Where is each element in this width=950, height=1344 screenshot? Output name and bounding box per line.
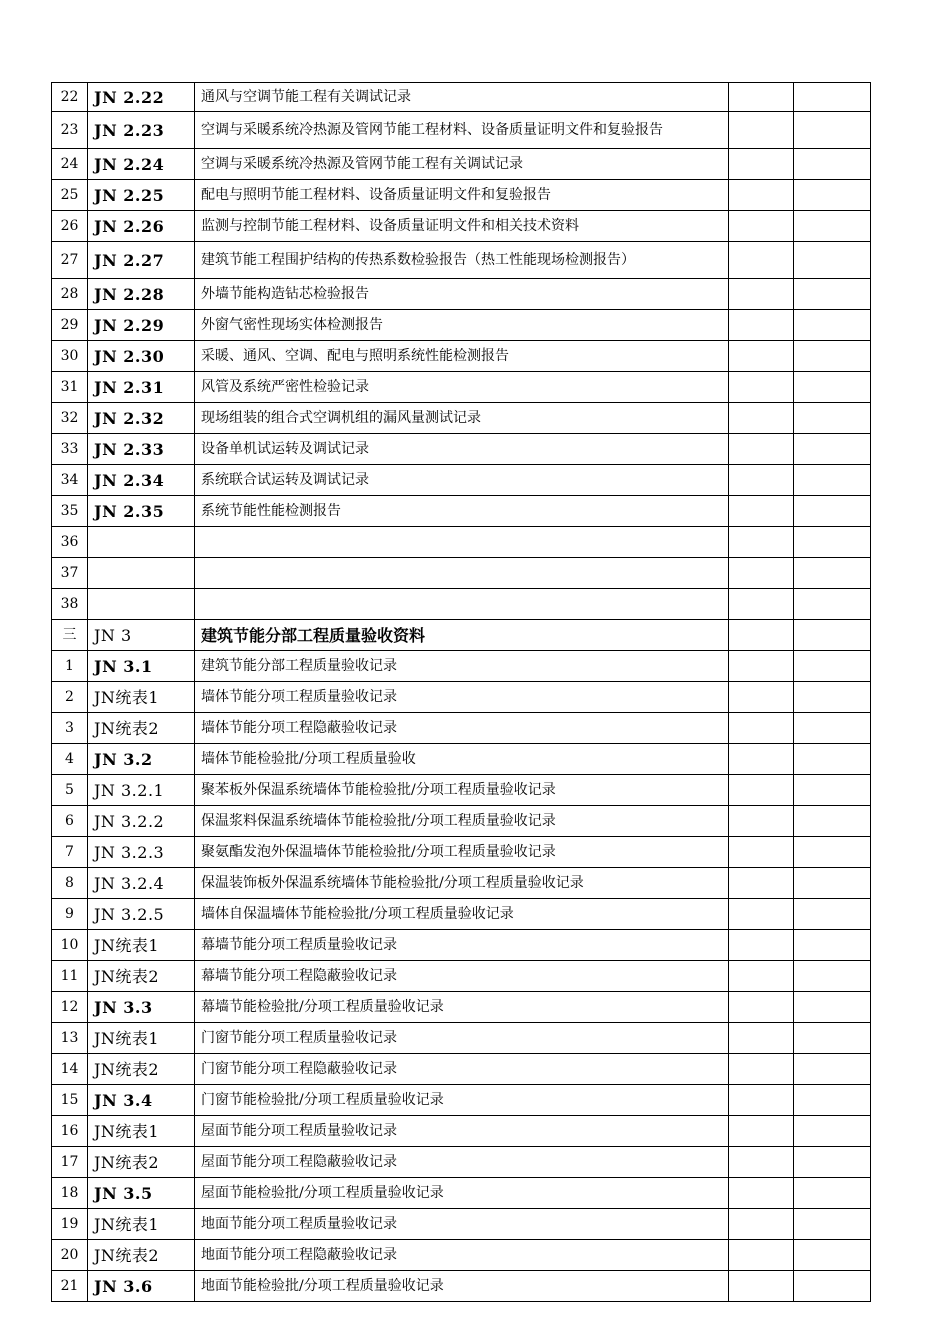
document-title: 墙体节能检验批/分项工程质量验收 (195, 744, 729, 775)
blank-cell (794, 1054, 871, 1085)
document-title: 幕墙节能检验批/分项工程质量验收记录 (195, 992, 729, 1023)
blank-cell (729, 775, 794, 806)
row-number: 11 (52, 961, 88, 992)
blank-cell (729, 1116, 794, 1147)
blank-cell (794, 112, 871, 149)
row-number: 1 (52, 651, 88, 682)
document-title: 聚苯板外保温系统墙体节能检验批/分项工程质量验收记录 (195, 775, 729, 806)
row-number: 19 (52, 1209, 88, 1240)
table-row (52, 341, 871, 372)
blank-cell (729, 112, 794, 149)
row-number: 23 (52, 112, 88, 149)
document-title: 墙体节能分项工程质量验收记录 (195, 682, 729, 713)
blank-cell (729, 1240, 794, 1271)
row-number: 37 (52, 558, 88, 589)
row-number: 20 (52, 1240, 88, 1271)
blank-cell (794, 211, 871, 242)
table-body (52, 83, 871, 1302)
row-number: 9 (52, 899, 88, 930)
row-number: 33 (52, 434, 88, 465)
document-title: 门窗节能检验批/分项工程质量验收记录 (195, 1085, 729, 1116)
blank-cell (729, 279, 794, 310)
document-title: 空调与采暖系统冷热源及管网节能工程材料、设备质量证明文件和复验报告 (195, 112, 729, 149)
blank-cell (729, 744, 794, 775)
table-row (52, 682, 871, 713)
table-row (52, 589, 871, 620)
document-code: JN统表2 (94, 718, 160, 738)
table-row (52, 1178, 871, 1209)
table-row (52, 1023, 871, 1054)
table-row (52, 1054, 871, 1085)
document-title: 配电与照明节能工程材料、设备质量证明文件和复验报告 (195, 180, 729, 211)
blank-cell (729, 496, 794, 527)
document-code: JN 2.29 (94, 315, 165, 335)
blank-cell (794, 403, 871, 434)
document-title: 屋面节能分项工程质量验收记录 (195, 1116, 729, 1147)
row-number: 8 (52, 868, 88, 899)
document-title: 系统联合试运转及调试记录 (195, 465, 729, 496)
blank-cell (794, 1209, 871, 1240)
table-row (52, 1240, 871, 1271)
row-number: 35 (52, 496, 88, 527)
row-number: 3 (52, 713, 88, 744)
row-number: 17 (52, 1147, 88, 1178)
blank-cell (794, 279, 871, 310)
blank-cell (729, 403, 794, 434)
row-number: 7 (52, 837, 88, 868)
blank-cell (729, 1209, 794, 1240)
blank-cell (729, 83, 794, 112)
blank-cell (794, 775, 871, 806)
table-row-section-header (52, 620, 871, 651)
blank-cell (729, 434, 794, 465)
table-row (52, 112, 871, 149)
document-code: JN统表1 (94, 935, 160, 955)
table-row (52, 992, 871, 1023)
document-code: JN 3.6 (94, 1276, 153, 1296)
document-title: 建筑节能分部工程质量验收记录 (195, 651, 729, 682)
section-title: 建筑节能分部工程质量验收资料 (195, 620, 729, 651)
table-row (52, 1271, 871, 1302)
table-row (52, 806, 871, 837)
blank-cell (729, 1178, 794, 1209)
blank-cell (794, 899, 871, 930)
document-code: JN统表1 (94, 1028, 160, 1048)
blank-cell (794, 83, 871, 112)
document-title (195, 589, 729, 620)
table-row (52, 180, 871, 211)
row-number: 5 (52, 775, 88, 806)
table-row (52, 961, 871, 992)
document-code: JN 3.4 (94, 1090, 153, 1110)
document-code: JN统表1 (94, 1214, 160, 1234)
blank-cell (729, 806, 794, 837)
section-code: JN 3 (94, 625, 132, 645)
document-code: JN 3.5 (94, 1183, 153, 1203)
blank-cell (794, 465, 871, 496)
blank-cell (729, 310, 794, 341)
document-title: 保温浆料保温系统墙体节能检验批/分项工程质量验收记录 (195, 806, 729, 837)
blank-cell (729, 899, 794, 930)
blank-cell (794, 806, 871, 837)
document-code: JN 2.35 (94, 501, 165, 521)
document-code: JN 2.31 (94, 377, 165, 397)
blank-cell (794, 341, 871, 372)
document-code: JN 2.28 (94, 284, 165, 304)
blank-cell (794, 713, 871, 744)
document-title: 外窗气密性现场实体检测报告 (195, 310, 729, 341)
document-title: 现场组装的组合式空调机组的漏风量测试记录 (195, 403, 729, 434)
table-row (52, 868, 871, 899)
document-title: 墙体节能分项工程隐蔽验收记录 (195, 713, 729, 744)
document-code: JN 2.24 (94, 154, 165, 174)
row-number: 18 (52, 1178, 88, 1209)
blank-cell (794, 1178, 871, 1209)
document-code: JN统表2 (94, 1059, 160, 1079)
document-code: JN统表1 (94, 1121, 160, 1141)
document-code: JN 2.26 (94, 216, 165, 236)
blank-cell (729, 558, 794, 589)
blank-cell (729, 1147, 794, 1178)
table-row (52, 372, 871, 403)
table-row (52, 558, 871, 589)
document-code: JN统表2 (94, 1245, 160, 1265)
document-code: JN统表1 (94, 687, 160, 707)
blank-cell (794, 744, 871, 775)
blank-cell (794, 1240, 871, 1271)
table-row (52, 899, 871, 930)
row-number: 28 (52, 279, 88, 310)
document-index-table (51, 82, 871, 1302)
table-row (52, 1147, 871, 1178)
row-number: 24 (52, 149, 88, 180)
table-row (52, 775, 871, 806)
blank-cell (794, 961, 871, 992)
document-code: JN 2.32 (94, 408, 165, 428)
blank-cell (794, 1085, 871, 1116)
table-row (52, 930, 871, 961)
blank-cell (729, 149, 794, 180)
blank-cell (729, 1054, 794, 1085)
document-title: 设备单机试运转及调试记录 (195, 434, 729, 465)
table-row (52, 83, 871, 112)
row-number: 4 (52, 744, 88, 775)
document-title: 聚氨酯发泡外保温墙体节能检验批/分项工程质量验收记录 (195, 837, 729, 868)
document-title: 地面节能分项工程隐蔽验收记录 (195, 1240, 729, 1271)
document-code: JN 3.2.4 (94, 873, 165, 893)
document-code: JN 3.1 (94, 656, 153, 676)
blank-cell (729, 589, 794, 620)
table-row (52, 403, 871, 434)
blank-cell (729, 211, 794, 242)
blank-cell (794, 527, 871, 558)
blank-cell (794, 1147, 871, 1178)
blank-cell (729, 1085, 794, 1116)
document-code: JN 2.33 (94, 439, 165, 459)
document-code: JN 3.2.3 (94, 842, 165, 862)
document-code: JN 3.2 (94, 749, 153, 769)
document-title: 监测与控制节能工程材料、设备质量证明文件和相关技术资料 (195, 211, 729, 242)
row-number: 6 (52, 806, 88, 837)
document-title: 门窗节能分项工程质量验收记录 (195, 1023, 729, 1054)
table-row (52, 713, 871, 744)
blank-cell (794, 180, 871, 211)
document-title: 通风与空调节能工程有关调试记录 (195, 83, 729, 112)
blank-cell (794, 930, 871, 961)
blank-cell (729, 527, 794, 558)
blank-cell (794, 682, 871, 713)
table-row (52, 279, 871, 310)
blank-cell (729, 682, 794, 713)
document-code: JN 3.3 (94, 997, 153, 1017)
document-title (195, 558, 729, 589)
row-number: 32 (52, 403, 88, 434)
row-number: 10 (52, 930, 88, 961)
blank-cell (794, 992, 871, 1023)
document-code: JN统表2 (94, 966, 160, 986)
blank-cell (729, 1023, 794, 1054)
document-code: JN 2.23 (94, 120, 165, 140)
document-title: 风管及系统严密性检验记录 (195, 372, 729, 403)
document-title: 采暖、通风、空调、配电与照明系统性能检测报告 (195, 341, 729, 372)
row-number: 29 (52, 310, 88, 341)
table-row (52, 527, 871, 558)
row-number: 38 (52, 589, 88, 620)
blank-cell (794, 1271, 871, 1302)
blank-cell (794, 434, 871, 465)
document-title: 墙体自保温墙体节能检验批/分项工程质量验收记录 (195, 899, 729, 930)
document-title: 地面节能分项工程质量验收记录 (195, 1209, 729, 1240)
document-title: 外墙节能构造钻芯检验报告 (195, 279, 729, 310)
blank-cell (794, 651, 871, 682)
table-row (52, 496, 871, 527)
document-code: JN 2.34 (94, 470, 165, 490)
table-row (52, 149, 871, 180)
row-number: 15 (52, 1085, 88, 1116)
document-title: 空调与采暖系统冷热源及管网节能工程有关调试记录 (195, 149, 729, 180)
blank-cell (794, 1116, 871, 1147)
row-number: 27 (52, 242, 88, 279)
document-code: JN 3.2.1 (94, 780, 165, 800)
table-row (52, 434, 871, 465)
row-number: 2 (52, 682, 88, 713)
blank-cell (794, 868, 871, 899)
row-number: 30 (52, 341, 88, 372)
table-row (52, 211, 871, 242)
document-code: JN 2.27 (94, 250, 165, 270)
row-number: 25 (52, 180, 88, 211)
blank-cell (729, 372, 794, 403)
document-title: 地面节能检验批/分项工程质量验收记录 (195, 1271, 729, 1302)
blank-cell (729, 868, 794, 899)
document-code: JN 3.2.2 (94, 811, 165, 831)
blank-cell (729, 930, 794, 961)
blank-cell (729, 713, 794, 744)
blank-cell (729, 620, 794, 651)
blank-cell (729, 242, 794, 279)
document-code: JN 2.25 (94, 185, 165, 205)
blank-cell (794, 837, 871, 868)
document-code: JN统表2 (94, 1152, 160, 1172)
document-title (195, 527, 729, 558)
blank-cell (729, 651, 794, 682)
blank-cell (794, 310, 871, 341)
row-number: 36 (52, 527, 88, 558)
blank-cell (794, 372, 871, 403)
document-title: 系统节能性能检测报告 (195, 496, 729, 527)
blank-cell (729, 341, 794, 372)
table-row (52, 651, 871, 682)
blank-cell (794, 149, 871, 180)
table-row (52, 1085, 871, 1116)
blank-cell (729, 465, 794, 496)
document-code: JN 2.30 (94, 346, 165, 366)
row-number: 34 (52, 465, 88, 496)
blank-cell (729, 961, 794, 992)
table-row (52, 465, 871, 496)
row-number: 14 (52, 1054, 88, 1085)
table-row (52, 837, 871, 868)
document-title: 屋面节能检验批/分项工程质量验收记录 (195, 1178, 729, 1209)
document-code: JN 3.2.5 (94, 904, 165, 924)
table-row (52, 1116, 871, 1147)
row-number: 26 (52, 211, 88, 242)
row-number: 21 (52, 1271, 88, 1302)
table-row (52, 242, 871, 279)
document-code: JN 2.22 (94, 87, 165, 107)
document-title: 建筑节能工程围护结构的传热系数检验报告（热工性能现场检测报告） (195, 242, 729, 279)
blank-cell (794, 496, 871, 527)
blank-cell (794, 558, 871, 589)
blank-cell (729, 992, 794, 1023)
blank-cell (729, 1271, 794, 1302)
row-number: 16 (52, 1116, 88, 1147)
table-row (52, 310, 871, 341)
document-title: 幕墙节能分项工程质量验收记录 (195, 930, 729, 961)
table-row (52, 1209, 871, 1240)
document-title: 门窗节能分项工程隐蔽验收记录 (195, 1054, 729, 1085)
row-number: 31 (52, 372, 88, 403)
row-number: 22 (52, 83, 88, 112)
document-title: 屋面节能分项工程隐蔽验收记录 (195, 1147, 729, 1178)
row-number: 13 (52, 1023, 88, 1054)
document-title: 保温装饰板外保温系统墙体节能检验批/分项工程质量验收记录 (195, 868, 729, 899)
blank-cell (794, 1023, 871, 1054)
blank-cell (794, 620, 871, 651)
blank-cell (729, 837, 794, 868)
table-row (52, 744, 871, 775)
row-number: 12 (52, 992, 88, 1023)
blank-cell (794, 242, 871, 279)
blank-cell (729, 180, 794, 211)
document-title: 幕墙节能分项工程隐蔽验收记录 (195, 961, 729, 992)
section-number: 三 (52, 620, 88, 651)
blank-cell (794, 589, 871, 620)
